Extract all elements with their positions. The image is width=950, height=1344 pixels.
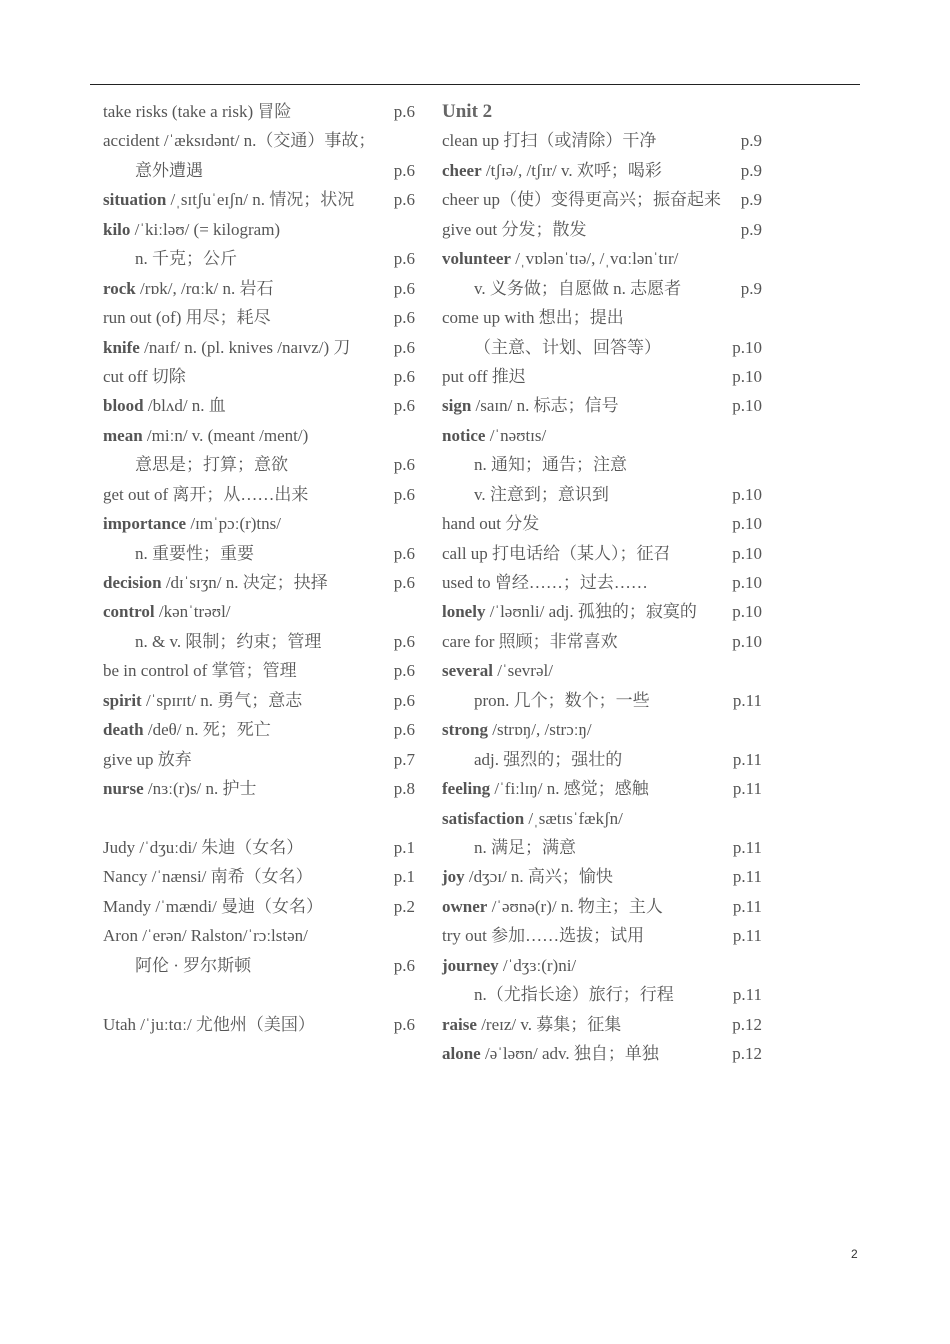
- page-reference: p.10: [732, 337, 762, 357]
- vocab-entry: [103, 126, 423, 155]
- entry-text: 阿伦 · 罗尔斯顿: [135, 955, 252, 975]
- page-reference: p.6: [393, 278, 415, 298]
- entry-content: [103, 220, 280, 239]
- entry-text: /miːn/ v. (meant /ment/): [142, 425, 309, 445]
- entry-text: try out 参加……选拔；试用: [442, 926, 645, 946]
- entry-content: [103, 897, 323, 916]
- entry-text: /əˈləʊn/ adv. 独自；单独: [480, 1044, 659, 1063]
- entry-text: /ˈfiːlɪŋ/ n. 感觉；感触: [490, 779, 649, 799]
- entry-content: [103, 1015, 315, 1034]
- entry-text: Unit 2: [442, 101, 493, 122]
- entry-text: /ˌsɪtʃuˈeɪʃn/ n. 情况；状况: [166, 190, 355, 210]
- vocab-entry: [103, 921, 423, 950]
- page-reference: p.6: [393, 484, 415, 504]
- page-reference: p.11: [732, 779, 762, 799]
- vocab-entry: [103, 244, 423, 273]
- vocab-entry: [442, 303, 762, 332]
- vocab-entry: [442, 804, 762, 833]
- entry-text: /ˈspɪrɪt/ n. 勇气；意志: [141, 690, 303, 710]
- entry-content: [103, 720, 271, 739]
- vocab-entry: [442, 126, 762, 155]
- entry-content: [442, 1015, 621, 1034]
- entry-text: /rɒk/, /rɑːk/ n. 岩石: [135, 278, 274, 298]
- page-reference: p.8: [393, 779, 415, 799]
- entry-content: [103, 661, 297, 680]
- vocab-entry: [442, 921, 762, 950]
- page-reference: p.11: [732, 896, 762, 916]
- headword: notice: [442, 425, 486, 445]
- headword: mean: [103, 425, 143, 445]
- page-reference: p.6: [393, 455, 415, 475]
- entry-text: care for 照顾；非常喜欢: [442, 631, 618, 651]
- entry-text: adj. 强烈的；强壮的: [474, 749, 623, 769]
- headword: strong: [442, 720, 488, 740]
- vocab-entry: [442, 745, 762, 774]
- vocab-entry: [442, 215, 762, 244]
- headword: knife: [103, 337, 140, 357]
- vocab-entry: [442, 421, 762, 450]
- entry-text: cut off 切除: [103, 366, 186, 386]
- vocab-entry: [103, 1010, 423, 1039]
- page-reference: p.6: [393, 1014, 415, 1034]
- page-reference: p.12: [732, 1014, 762, 1034]
- entry-content: [442, 573, 648, 592]
- entry-text: Nancy /ˈnænsi/ 南希（女名）: [103, 867, 313, 887]
- vocab-entry: [442, 1039, 762, 1068]
- page-reference: p.10: [732, 573, 762, 592]
- vocab-entry: [442, 450, 762, 479]
- headword: death: [103, 720, 144, 740]
- entry-content: [442, 190, 721, 209]
- entry-content: [103, 514, 281, 533]
- headword: feeling: [442, 779, 491, 799]
- entry-text: clean up 打扫（或清除）干净: [442, 131, 657, 151]
- entry-text: /ˈkiːləʊ/ (= kilogram): [130, 219, 281, 239]
- entry-text: used to 曾经……；过去……: [442, 573, 648, 592]
- vocab-entry: [103, 715, 423, 744]
- page-reference: p.6: [393, 573, 415, 592]
- headword: satisfaction: [442, 808, 525, 828]
- entry-content: [442, 131, 656, 150]
- headword: owner: [442, 896, 488, 916]
- entry-content: [103, 926, 308, 945]
- entry-content: [103, 249, 237, 268]
- entry-content: [442, 101, 492, 122]
- entry-content: [442, 367, 526, 386]
- entry-content: [442, 338, 661, 357]
- entry-content: [103, 426, 308, 445]
- entry-text: /dʒɔɪ/ n. 高兴；愉快: [464, 867, 613, 887]
- vocab-entry: [442, 862, 762, 891]
- vocab-entry: [442, 892, 762, 921]
- entry-text: /ˌvɒlənˈtɪə/, /ˌvɑːlənˈtɪr/: [510, 249, 679, 269]
- headword: lonely: [442, 602, 486, 622]
- page-reference: p.7: [393, 749, 415, 769]
- page-reference: p.12: [732, 1044, 762, 1063]
- entry-text: /ˈsevrəl/: [492, 661, 553, 681]
- entry-text: /ˈdʒɜː(r)ni/: [498, 955, 577, 975]
- vocab-entry: [103, 862, 423, 891]
- entry-text: v. 注意到；意识到: [474, 484, 609, 504]
- headword: raise: [442, 1014, 477, 1034]
- vocab-entry: [103, 391, 423, 420]
- vocab-entry: [103, 450, 423, 479]
- vocab-entry: [103, 745, 423, 774]
- page-reference: p.10: [732, 602, 762, 622]
- entry-content: [442, 661, 553, 680]
- page-reference: p.6: [393, 160, 415, 180]
- vocab-entry: [442, 509, 762, 538]
- entry-text: Aron /ˈerən/ Ralston/ˈrɔːlstən/: [103, 926, 308, 946]
- entry-text: /reɪz/ v. 募集；征集: [476, 1014, 622, 1034]
- vocab-entry: [103, 686, 423, 715]
- vocab-entry: [442, 980, 762, 1009]
- headword: alone: [442, 1044, 481, 1063]
- entry-content: [103, 602, 231, 621]
- vocab-entry: [442, 951, 762, 980]
- entry-content: [442, 396, 619, 415]
- vocab-entry: [442, 362, 762, 391]
- entry-content: [442, 249, 678, 268]
- page-reference: p.10: [732, 366, 762, 386]
- page-reference: p.10: [732, 396, 762, 416]
- page-reference: p.6: [393, 190, 415, 210]
- entry-content: [103, 308, 271, 327]
- vocab-entry: [103, 568, 423, 597]
- entry-text: Mandy /ˈmændi/ 曼迪（女名）: [103, 896, 324, 916]
- page-reference: p.10: [732, 631, 762, 651]
- vocab-entry: [442, 627, 762, 656]
- vocab-entry: [442, 833, 762, 862]
- page-reference: p.10: [732, 543, 762, 563]
- page-reference: p.11: [732, 926, 762, 946]
- vocab-entry: [103, 97, 423, 126]
- vocab-entry: [103, 774, 423, 803]
- headword: rock: [103, 278, 136, 298]
- entry-text: 意思是；打算；意欲: [135, 455, 288, 475]
- entry-content: [442, 514, 539, 533]
- headword: joy: [442, 867, 465, 887]
- entry-text: /dɪˈsɪʒn/ n. 决定；抉择: [161, 573, 328, 592]
- vocab-entry: [103, 362, 423, 391]
- vocab-entry: [103, 274, 423, 303]
- page-reference: p.1: [393, 867, 415, 887]
- entry-content: [103, 691, 302, 710]
- entry-text: pron. 几个；数个；一些: [474, 690, 650, 710]
- page-reference: p.9: [740, 160, 762, 180]
- page-reference: p.10: [732, 484, 762, 504]
- page-reference: p.11: [732, 837, 762, 857]
- vocab-entry: [103, 656, 423, 685]
- vocab-entry: [103, 627, 423, 656]
- left-vocabulary-column: [103, 97, 423, 1039]
- page-reference: p.6: [393, 690, 415, 710]
- entry-text: /blʌd/ n. 血: [143, 396, 226, 416]
- headword: volunteer: [442, 249, 511, 269]
- entry-text: n. & v. 限制；约束；管理: [135, 631, 322, 651]
- entry-content: [103, 779, 257, 798]
- entry-text: give up 放弃: [103, 749, 192, 769]
- entry-text: n. 重要性；重要: [135, 543, 254, 563]
- headword: kilo: [103, 219, 131, 239]
- entry-content: [442, 867, 613, 886]
- entry-text: n. 通知；通告；注意: [474, 455, 627, 475]
- vocab-entry: [103, 539, 423, 568]
- entry-text: n.（尤指长途）旅行；行程: [474, 985, 674, 1005]
- vocab-entry: [103, 833, 423, 862]
- entry-text: n. 千克；公斤: [135, 249, 237, 269]
- entry-text: put off 推迟: [442, 366, 526, 386]
- vocab-entry: [442, 274, 762, 303]
- vocab-entry: [442, 244, 762, 273]
- entry-content: [442, 161, 662, 180]
- vocab-entry: [442, 391, 762, 420]
- vocab-entry: [442, 1010, 762, 1039]
- entry-content: [442, 985, 674, 1004]
- entry-text: /ˈnəʊtɪs/: [485, 425, 547, 445]
- entry-text: /tʃɪə/, /tʃɪr/ v. 欢呼；喝彩: [481, 160, 662, 180]
- vocab-entry: [442, 597, 762, 626]
- headword: spirit: [103, 690, 142, 710]
- entry-content: [442, 426, 546, 445]
- page-reference: p.9: [740, 131, 762, 151]
- page-reference: p.6: [393, 631, 415, 651]
- entry-content: [442, 897, 663, 916]
- page-reference: p.9: [740, 190, 762, 210]
- entry-content: [103, 338, 350, 357]
- page-reference: p.6: [393, 249, 415, 269]
- headword: blood: [103, 396, 144, 416]
- vocab-entry: [103, 597, 423, 626]
- page-reference: p.6: [393, 308, 415, 328]
- entry-content: [103, 867, 313, 886]
- entry-text: /ˌsætɪsˈfækʃn/: [524, 808, 623, 828]
- entry-text: /naɪf/ n. (pl. knives /naɪvz/) 刀: [139, 337, 351, 357]
- right-vocabulary-column: [442, 97, 762, 1068]
- vocab-entry: [103, 421, 423, 450]
- entry-content: [442, 602, 697, 621]
- page-reference: p.11: [732, 985, 762, 1005]
- vocab-entry: [442, 568, 762, 597]
- page-number: 2: [851, 1247, 858, 1261]
- entry-content: [103, 573, 328, 592]
- entry-text: /nɜː(r)s/ n. 护士: [143, 779, 257, 799]
- entry-content: [103, 131, 375, 150]
- headword: situation: [103, 190, 167, 210]
- entry-text: hand out 分发: [442, 514, 540, 534]
- entry-content: [442, 544, 671, 563]
- entry-content: [103, 190, 354, 209]
- entry-text: take risks (take a risk) 冒险: [103, 102, 292, 121]
- vocab-entry: [442, 656, 762, 685]
- entry-content: [442, 779, 649, 798]
- headword: sign: [442, 396, 472, 416]
- page-reference: p.6: [393, 102, 415, 121]
- page-reference: p.6: [393, 396, 415, 416]
- entry-text: /strɒŋ/, /strɔːŋ/: [487, 720, 592, 740]
- entry-content: [442, 750, 622, 769]
- vocab-entry: [103, 303, 423, 332]
- page-reference: p.2: [393, 896, 415, 916]
- page-reference: p.10: [732, 514, 762, 534]
- entry-text: Judy /ˈdʒuːdi/ 朱迪（女名）: [103, 837, 304, 857]
- vocab-entry: [103, 480, 423, 509]
- entry-content: [442, 308, 624, 327]
- page-reference: p.6: [393, 661, 415, 681]
- entry-text: /saɪn/ n. 标志；信号: [471, 396, 619, 416]
- vocab-entry: [442, 539, 762, 568]
- page-reference: p.6: [393, 543, 415, 563]
- entry-text: /ˈləʊnli/ adj. 孤独的；寂寞的: [485, 602, 697, 622]
- header-rule: [90, 84, 860, 85]
- vocab-entry: [442, 333, 762, 362]
- vocab-entry: [442, 686, 762, 715]
- entry-text: n. 满足；满意: [474, 837, 576, 857]
- headword: importance: [103, 514, 187, 534]
- entry-content: [442, 485, 609, 504]
- vocab-entry: [103, 804, 423, 833]
- entry-text: run out (of) 用尽；耗尽: [103, 308, 271, 328]
- entry-content: [442, 691, 650, 710]
- entry-content: [442, 455, 627, 474]
- vocab-entry: [103, 185, 423, 214]
- entry-text: accident /ˈæksɪdənt/ n.（交通）事故；: [103, 131, 376, 151]
- vocab-entry: [103, 980, 423, 1009]
- entry-content: [442, 838, 576, 857]
- entry-content: [103, 956, 251, 975]
- vocab-entry: [103, 892, 423, 921]
- headword: control: [103, 602, 155, 622]
- entry-text: v. 义务做；自愿做 n. 志愿者: [474, 278, 682, 298]
- headword: several: [442, 661, 493, 681]
- entry-content: [103, 750, 192, 769]
- entry-content: [103, 632, 321, 651]
- entry-content: [442, 1044, 659, 1063]
- entry-content: [103, 485, 308, 504]
- page-reference: p.11: [732, 749, 762, 769]
- vocab-entry: [442, 715, 762, 744]
- entry-content: [103, 396, 226, 415]
- entry-content: [103, 544, 254, 563]
- vocab-entry: [103, 215, 423, 244]
- entry-content: [442, 632, 618, 651]
- vocab-entry: [442, 156, 762, 185]
- page-reference: p.6: [393, 720, 415, 740]
- entry-text: call up 打电话给（某人）；征召: [442, 543, 671, 563]
- page-reference: p.6: [393, 955, 415, 975]
- headword: nurse: [103, 779, 144, 799]
- headword: journey: [442, 955, 499, 975]
- entry-content: [103, 455, 288, 474]
- entry-content: [442, 220, 587, 239]
- headword: cheer: [442, 160, 482, 180]
- entry-content: [442, 809, 623, 828]
- entry-content: [442, 956, 576, 975]
- page-reference: p.11: [732, 690, 762, 710]
- entry-content: [103, 838, 303, 857]
- entry-text: /ˈəʊnə(r)/ n. 物主；主人: [487, 896, 663, 916]
- page-reference: p.6: [393, 337, 415, 357]
- page-reference: p.1: [393, 837, 415, 857]
- vocab-entry: [103, 156, 423, 185]
- headword: decision: [103, 573, 162, 592]
- entry-text: /deθ/ n. 死；死亡: [143, 720, 271, 740]
- entry-text: 意外遭遇: [135, 160, 203, 180]
- page-reference: p.9: [740, 219, 762, 239]
- vocab-entry: [442, 480, 762, 509]
- vocab-entry: [103, 951, 423, 980]
- vocab-entry: [442, 185, 762, 214]
- entry-text: Utah /ˈjuːtɑː/ 尤他州（美国）: [103, 1014, 315, 1034]
- entry-content: [103, 102, 291, 121]
- entry-text: be in control of 掌管；管理: [103, 661, 297, 681]
- entry-content: [442, 926, 644, 945]
- entry-content: [442, 720, 592, 739]
- entry-content: [103, 161, 203, 180]
- page-reference: p.6: [393, 366, 415, 386]
- entry-content: [103, 279, 273, 298]
- entry-text: /kənˈtrəʊl/: [154, 602, 231, 622]
- entry-text: cheer up（使）变得更高兴；振奋起来: [442, 190, 722, 210]
- vocab-entry: [103, 333, 423, 362]
- vocab-entry: [442, 774, 762, 803]
- page-reference: p.11: [732, 867, 762, 887]
- entry-text: come up with 想出；提出: [442, 308, 624, 328]
- page-reference: p.9: [740, 278, 762, 298]
- entry-text: get out of 离开；从……出来: [103, 484, 309, 504]
- entry-text: （主意、计划、回答等）: [474, 337, 661, 357]
- unit-heading: [442, 97, 762, 126]
- entry-text: /ɪmˈpɔː(r)tns/: [186, 514, 281, 534]
- entry-content: [103, 367, 186, 386]
- entry-content: [442, 279, 681, 298]
- vocab-entry: [103, 509, 423, 538]
- entry-text: give out 分发；散发: [442, 219, 587, 239]
